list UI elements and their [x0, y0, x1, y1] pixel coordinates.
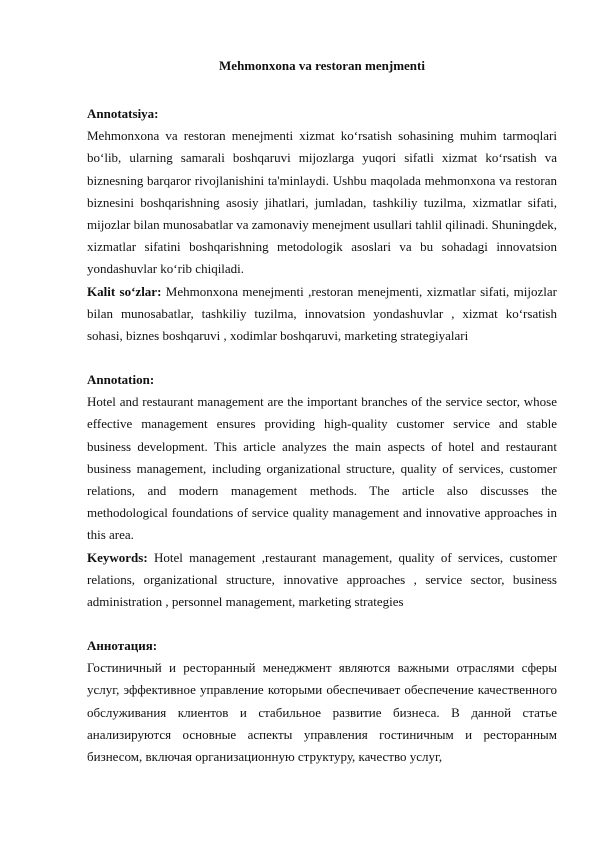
en-keywords-text: Hotel management ,restaurant management, quality of services, customer relations, organizational structure, innovative approaches , service sector, business administration , personnel management, marketing strategies: [87, 549, 557, 610]
en-section: [87, 369, 557, 613]
en-keywords: [87, 547, 557, 614]
en-keywords-label: Keywords:: [87, 549, 148, 565]
uz-annotation-heading: Annotatsiya:: [87, 106, 159, 121]
uz-keywords-text: Mehmonxona menejmenti ,restoran menejmenti, xizmatlar sifati, mijozlar bilan munosabatlar, tashkiliy tuzilma, innovatsion yondashuvlar , xizmat ko‘rsatish sohasi, biznes boshqaruvi , xodimlar boshqaruvi, marketing strategiyalari: [87, 283, 557, 344]
en-annotation-heading: Annotation:: [87, 372, 155, 387]
paper-title: Mehmonxona va restoran menjmenti: [219, 58, 425, 73]
ru-section: [87, 635, 557, 768]
ru-abstract: Гостиничный и ресторанный менеджмент являются важными отраслями сферы услуг, эффективное управление которыми обеспечивает обеспечение качественного обслуживания клиентов и стабильное развитие бизнеса. В данной статье анализируются основные аспекты управления гостиничным и ресторанным бизнесом, включая организационную структуру, качество услуг,: [87, 660, 557, 765]
uz-keywords: [87, 281, 557, 348]
uz-section: [87, 103, 557, 347]
uz-abstract: Mehmonxona va restoran menejmenti xizmat ko‘rsatish sohasining muhim tarmoqlari bo‘lib, ularning samarali boshqaruvi mijozlarga yuqori sifatli xizmat ko‘rsatish va biznesning barqaror rivojlanishini ta'minlaydi. Ushbu maqolada mehmonxona va restoran biznesini boshqarishning asosiy jihatlari, jumladan, tashkiliy tuzilma, xizmatlar sifati, mijozlar bilan munosabatlar va zamonaviy menejment usullari tahlil qilinadi. Shuningdek, xizmatlar sifatini boshqarishning metodologik asoslari va bu sohadagi innovatsion yondashuvlar ko‘rib chiqiladi.: [87, 128, 557, 277]
en-abstract: Hotel and restaurant management are the important branches of the service sector, whose effective management ensures providing high-quality customer service and stable business development. This article analyzes the main aspects of hotel and restaurant business management, including organizational structure, quality of services, customer relations, and modern management methods. The article also discusses the methodological foundations of service quality management and innovative approaches in this area.: [87, 394, 557, 543]
uz-keywords-label: Kalit so‘zlar:: [87, 283, 162, 299]
ru-annotation-heading: Аннотация:: [87, 638, 158, 653]
